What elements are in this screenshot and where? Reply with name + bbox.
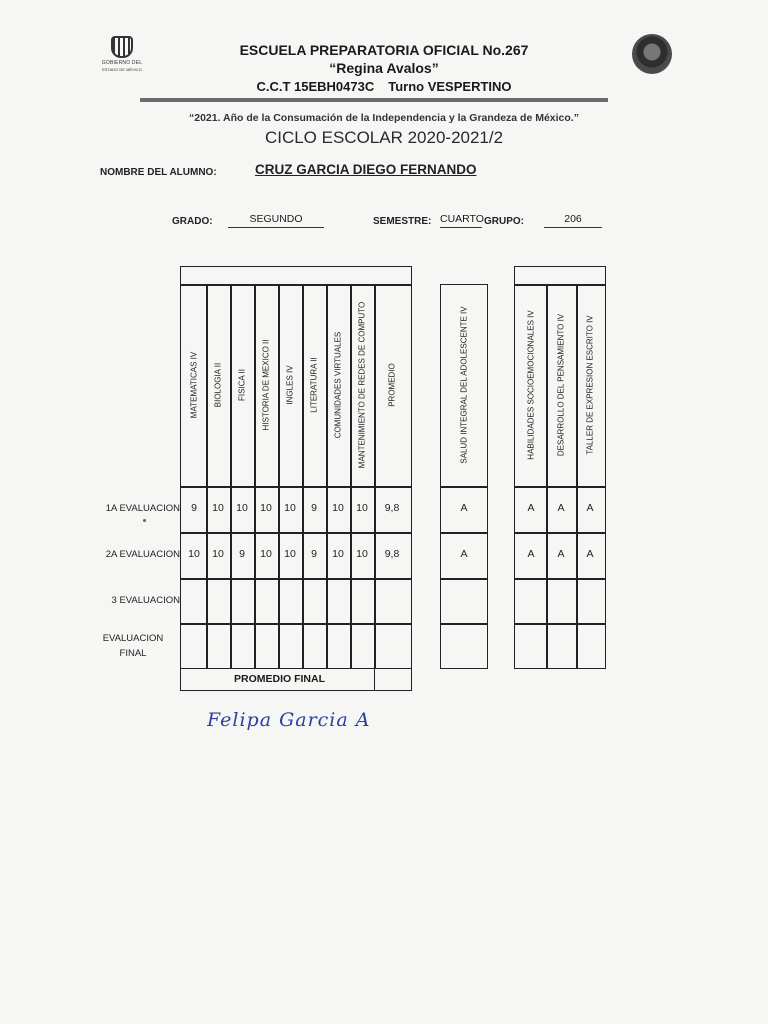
- logo-caption-1: GOBIERNO DEL: [101, 60, 143, 66]
- grade-cell: 9: [239, 548, 245, 560]
- curriculares-row-rule: [180, 623, 412, 625]
- subject-label: MATEMATICAS IV: [189, 351, 199, 419]
- subject-header: [350, 284, 374, 486]
- curriculares-row-rule: [180, 532, 412, 534]
- talleres-row-rule: [514, 532, 606, 534]
- grade-cell: 10: [356, 548, 368, 560]
- grade-cell: 10: [332, 548, 344, 560]
- grade-cell: A: [527, 502, 535, 514]
- subject-label: COMUNIDADES VIRTUALES: [333, 331, 343, 439]
- ink-speck: [143, 519, 146, 522]
- subject-label: FISICA II: [237, 368, 247, 402]
- curriculares-row-rule: [180, 578, 412, 580]
- subject-label: TALLER DE EXPRESION ESCRITO IV: [585, 315, 595, 455]
- grade-cell: 9: [191, 502, 197, 514]
- row-label: 1A EVALUACION: [105, 503, 180, 514]
- school-name: “Regina Avalos”: [329, 60, 439, 76]
- grupo-value: 206: [544, 213, 602, 228]
- subject-label: HISTORIA DE MEXICO II: [261, 339, 271, 431]
- grado-value: SEGUNDO: [228, 213, 324, 228]
- subject-header: [546, 284, 576, 486]
- grade-cell: 10: [212, 548, 224, 560]
- subject-header: [576, 284, 604, 486]
- header-divider: [140, 98, 608, 102]
- cct-turno-line: [0, 79, 768, 94]
- grupo-label: GRUPO:: [484, 216, 524, 227]
- promedio-final-label: PROMEDIO FINAL: [234, 673, 325, 685]
- paraescolares-row-rule: [440, 486, 488, 488]
- grade-cell: 9: [311, 502, 317, 514]
- grade-cell: 10: [284, 502, 296, 514]
- grade-cell: 10: [260, 502, 272, 514]
- subject-header: [516, 284, 546, 486]
- grade-cell: 9: [311, 548, 317, 560]
- grade-cell: 10: [356, 502, 368, 514]
- paraescolares-row-rule: [440, 623, 488, 625]
- grade-cell: A: [527, 548, 535, 560]
- subject-label: PROMEDIO: [387, 363, 397, 407]
- subject-label: LITERATURA II: [309, 357, 319, 413]
- grade-cell: 10: [188, 548, 200, 560]
- subject-header: [374, 284, 410, 486]
- promedio-final-value-box: [374, 668, 412, 691]
- subject-label: DESARROLLO DEL PENSAMIENTO IV: [556, 313, 566, 457]
- row-label: EVALUACION FINAL: [102, 633, 164, 659]
- grade-cell: 10: [284, 548, 296, 560]
- student-name-label: NOMBRE DEL ALUMNO:: [100, 167, 217, 178]
- subject-label: SALUD INTEGRAL DEL ADOLESCENTE IV: [459, 306, 469, 464]
- school-title: ESCUELA PREPARATORIA OFICIAL No.267: [239, 42, 529, 58]
- subject-label: MANTENIMIENTO DE REDES DE COMPUTO: [357, 301, 367, 469]
- school-cycle: CICLO ESCOLAR 2020-2021/2: [264, 128, 504, 147]
- subject-header: [254, 284, 278, 486]
- subject-header: [278, 284, 302, 486]
- grade-cell: A: [586, 502, 594, 514]
- subject-label: HABILIDADES SOCIOEMOCIONALES IV: [526, 310, 536, 460]
- signature-text: Felipa Garcia A: [207, 709, 371, 731]
- grade-cell: A: [586, 548, 594, 560]
- student-name: CRUZ GARCIA DIEGO FERNANDO: [255, 162, 477, 177]
- grado-label: GRADO:: [172, 216, 213, 227]
- motto: “2021. Año de la Consumación de la Independencia y la Grandeza de México.”: [189, 112, 579, 124]
- grade-cell: A: [557, 548, 565, 560]
- subject-label: BIOLOGIA II: [213, 362, 223, 408]
- grade-cell: A: [557, 502, 565, 514]
- grade-cell: 10: [332, 502, 344, 514]
- grade-cell: 10: [212, 502, 224, 514]
- subject-label: INGLES IV: [285, 365, 295, 405]
- paraescolares-row-rule: [440, 532, 488, 534]
- subject-header: [302, 284, 326, 486]
- subject-header: [442, 284, 486, 486]
- subject-header: [326, 284, 350, 486]
- cct-code: C.C.T 15EBH0473C: [256, 79, 375, 94]
- row-label: 2A EVALUACION: [105, 549, 180, 560]
- subject-header: [230, 284, 254, 486]
- row-label: 3 EVALUACION: [111, 595, 180, 606]
- handwritten-signature: [207, 700, 407, 740]
- talleres-row-rule: [514, 578, 606, 580]
- grade-cell: A: [460, 502, 468, 514]
- curriculares-row-rule: [180, 486, 412, 488]
- talleres-row-rule: [514, 623, 606, 625]
- semestre-value: CUARTO: [440, 213, 482, 228]
- grade-cell: 10: [260, 548, 272, 560]
- grade-cell: 10: [236, 502, 248, 514]
- grade-cell: A: [460, 548, 468, 560]
- subject-header: [182, 284, 206, 486]
- logo-caption-2: ESTADO DE MÉXICO: [102, 67, 142, 72]
- paraescolares-row-rule: [440, 578, 488, 580]
- talleres-row-rule: [514, 486, 606, 488]
- grade-cell: 9,8: [384, 548, 400, 560]
- subject-header: [206, 284, 230, 486]
- grade-cell: 9,8: [384, 502, 400, 514]
- semestre-label: SEMESTRE:: [373, 216, 432, 227]
- turno: Turno VESPERTINO: [388, 79, 512, 94]
